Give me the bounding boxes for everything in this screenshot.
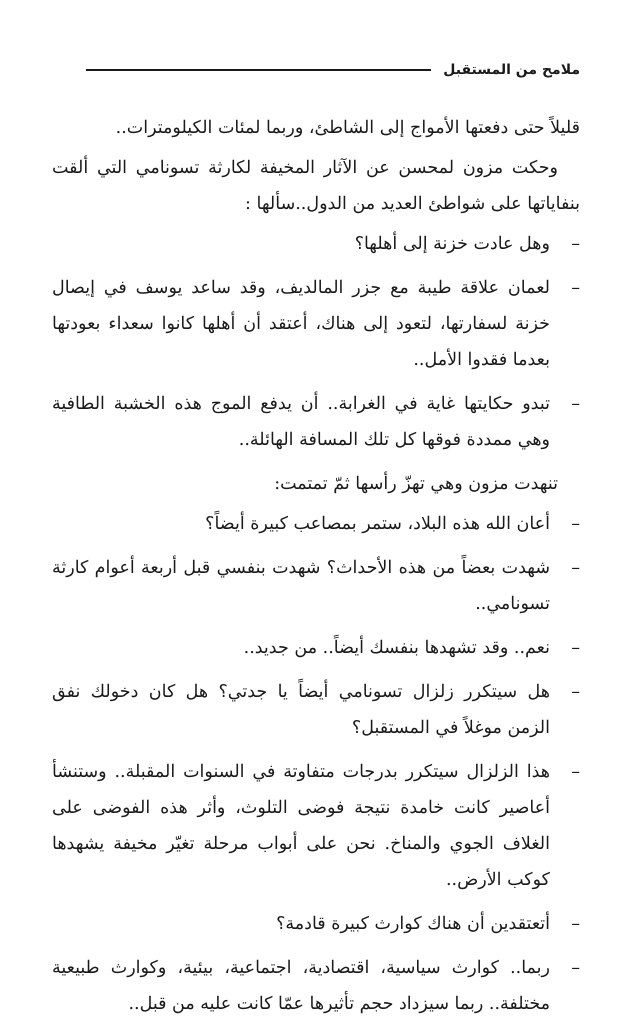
dialogue-line	[52, 226, 580, 262]
dialogue-dash: –	[571, 234, 580, 254]
dialogue-text: أتعتقدين أن هناك كوارث كبيرة قادمة؟	[276, 914, 550, 934]
dialogue-line	[52, 674, 580, 746]
dialogue-text: هذا الزلزال سيتكرر بدرجات متفاوتة في السنوات المقبلة.. وستنشأ أعاصير كانت خامدة نتيجة فوضى التلوث، وأثر هذه الفوضى على الغلاف الجوي والمناخ. نحن على أبواب مرحلة تغيّر مخيفة يشهدها كوكب الأرض..	[52, 762, 550, 890]
dialogue-text: نعم.. وقد تشهدها بنفسك أيضاً.. من جديد..	[243, 638, 550, 658]
dialogue-line	[52, 386, 580, 458]
dialogue-text: هل سيتكرر زلزال تسونامي أيضاً يا جدتي؟ هل كان دخولك نفق الزمن موغلاً في المستقبل؟	[52, 682, 550, 738]
dialogue-dash: –	[571, 682, 580, 702]
paragraph: تنهدت مزون وهي تهزّ رأسها ثمّ تمتمت:	[274, 474, 558, 494]
dialogue-dash: –	[571, 394, 580, 414]
dialogue-dash: –	[571, 914, 580, 934]
dialogue-line	[52, 950, 580, 1022]
body-text	[52, 110, 580, 1022]
dialogue-dash: –	[571, 762, 580, 782]
header-rule	[86, 69, 431, 71]
dialogue-dash: –	[571, 958, 580, 978]
running-title: ملامح من المستقبل	[443, 62, 580, 78]
dialogue-line	[52, 550, 580, 622]
dialogue-line	[52, 906, 580, 942]
dialogue-dash: –	[571, 278, 580, 298]
dialogue-text: شهدت بعضاً من هذه الأحداث؟ شهدت بنفسي قبل أربعة أعوام كارثة تسونامي..	[52, 558, 550, 614]
paragraph: وحكت مزون لمحسن عن الآثار المخيفة لكارثة تسونامي التي ألقت بنفاياتها على شواطئ العديد من الدول..سألها :	[52, 158, 580, 214]
dialogue-text: أعان الله هذه البلاد، ستمر بمصاعب كبيرة أيضاً؟	[205, 514, 550, 534]
dialogue-text: وهل عادت خزنة إلى أهلها؟	[354, 234, 550, 254]
dialogue-dash: –	[571, 558, 580, 578]
paragraph: قليلاً حتى دفعتها الأمواج إلى الشاطئ، وربما لمئات الكيلومترات..	[115, 118, 580, 138]
dialogue-line	[52, 630, 580, 666]
dialogue-line	[52, 270, 580, 378]
running-header	[52, 62, 580, 78]
dialogue-line	[52, 506, 580, 542]
dialogue-text: ربما.. كوارث سياسية، اقتصادية، اجتماعية، بيئية، وكوارث طبيعية مختلفة.. ربما سيزداد حجم تأثيرها عمّا كانت عليه من قبل..	[52, 958, 550, 1014]
dialogue-text: لعمان علاقة طيبة مع جزر المالديف، وقد ساعد يوسف في إيصال خزنة لسفارتها، لتعود إلى هناك، أعتقد أن أهلها كانوا سعداء بعودتها بعدما فقدوا الأمل..	[52, 278, 550, 370]
dialogue-line	[52, 754, 580, 898]
dialogue-dash: –	[571, 638, 580, 658]
dialogue-dash: –	[571, 514, 580, 534]
dialogue-text: تبدو حكايتها غاية في الغرابة.. أن يدفع الموج هذه الخشبة الطافية وهي ممددة فوقها كل تلك المسافة الهائلة..	[52, 394, 550, 450]
